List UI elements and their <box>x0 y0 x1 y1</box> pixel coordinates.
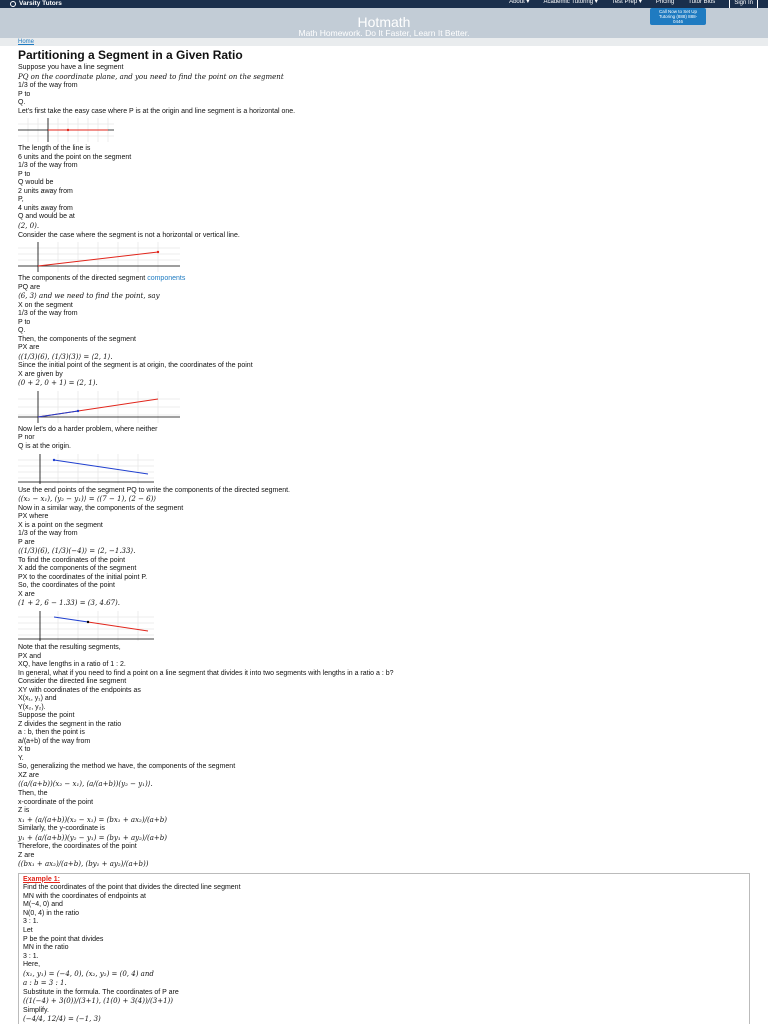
easy-case-text: Let's first take the easy case where P is at the origin and line segment is a horizontal one. <box>18 107 296 115</box>
nav-tutor-bios[interactable]: Tutor Bios <box>688 0 716 6</box>
example-1-heading: Example 1: <box>23 875 60 883</box>
similar-way-text: Now in a similar way, the components of the segment PX where X is a point on the segment 1/3 of the way from P are ⟨(1/3)(6), (1/3)(−4)⟩ = ⟨2, −1.33⟩. <box>18 504 184 556</box>
page-title: Partitioning a Segment in a Given Ratio <box>18 48 243 62</box>
logo-icon <box>10 1 16 7</box>
intro-text: Suppose you have a line segment PQ on the coordinate plane, and you need to find the point on the segment 1/3 of the way from P to Q. <box>18 64 284 107</box>
sign-in-button[interactable]: Sign In <box>729 0 758 9</box>
nav-test-prep[interactable]: Test Prep ▾ <box>611 0 642 6</box>
brand-name: Varsity Tutors <box>19 0 62 8</box>
z-coordinates-text: Therefore, the coordinates of the point Z are ((bx₁ + ax₂)/(a+b), (by₁ + ay₂)/(a+b)) <box>18 843 149 869</box>
graph-harder-problem <box>18 611 154 641</box>
brand-logo[interactable] <box>10 0 62 8</box>
main-content <box>0 46 768 1024</box>
length-text: The length of the line is 6 units and the point on the segment 1/3 of the way from P to Q would be 2 units away from P, 4 units away from Q and would be at (2, 0). <box>18 145 132 230</box>
ratio-note-text: Note that the resulting segments, PX and XQ, have lengths in a ratio of 1 : 2. <box>18 643 126 669</box>
example-1-box <box>18 873 750 1024</box>
hero-banner <box>0 8 768 38</box>
breadcrumb-home-link[interactable]: Home <box>18 39 35 45</box>
nav-about[interactable]: About ▾ <box>509 0 530 6</box>
x-coordinate-text: Then, the x-coordinate of the point Z is x₁ + (a/(a+b))(x₂ − x₁) = (bx₁ + ax₂)/(a+b) <box>18 790 167 824</box>
generalizing-text: So, generalizing the method we have, the components of the segment XZ are ⟨(a/(a+b))(x₂ − x₁), (a/(a+b))(y₂ − y₁)⟩. <box>18 763 236 789</box>
hero-subtitle: Math Homework. Do It Faster, Learn It Better. <box>298 28 470 38</box>
graph-general-segment <box>18 454 154 484</box>
harder-problem-text: Now let's do a harder problem, where neither P nor Q is at the origin. <box>18 425 158 450</box>
nav-pricing[interactable]: Pricing <box>655 0 675 6</box>
general-case-text: In general, what if you need to find a point on a line segment that divides it into two segments with lengths in a ratio a : b? <box>18 669 394 677</box>
hero-title: Hotmath <box>357 14 411 30</box>
components-link[interactable]: components <box>147 275 186 283</box>
call-now-button[interactable]: Call Now to Set Up Tutoring (888) 888-0446 <box>650 8 706 25</box>
find-coordinates-text: To find the coordinates of the point X add the components of the segment PX to the coordinates of the initial point P. <box>18 556 148 581</box>
breadcrumb <box>0 38 768 46</box>
px-components-text: Then, the components of the segment PX are ⟨(1/3)(6), (1/3)(3)⟩ = ⟨2, 1⟩. <box>18 335 136 361</box>
y-coordinate-text: Similarly, the y-coordinate is y₁ + (a/(a+b))(y₂ − y₁) = (by₁ + ay₂)/(a+b) <box>18 825 167 842</box>
suppose-z-text: Suppose the point Z divides the segment in the ratio a : b, then the point is a/(a+b) of the way from X to Y. <box>18 712 122 762</box>
nav-academic-tutoring[interactable]: Academic Tutoring ▾ <box>543 0 598 6</box>
graph-horizontal-segment <box>18 118 114 142</box>
initial-point-text: Since the initial point of the segment is at origin, the coordinates of the point X are given by (0 + 2, 0 + 1) = (2, 1). <box>18 362 253 388</box>
top-navbar <box>0 0 768 8</box>
graph-slanted-segment <box>18 242 180 272</box>
slanted-case-text: Consider the case where the segment is not a horizontal or vertical line. <box>18 231 240 239</box>
endpoints-text: Use the end points of the segment PQ to write the components of the directed segment. ⟨(x₂ − x₁), (y₂ − y₁)⟩ = ⟨(7 − 1), (2 − 6)⟩ <box>18 486 290 504</box>
example-1-text: Find the coordinates of the point that divides the directed line segment MN with the coordinates of endpoints at M(−4, 0) and N(0, 4) in the ratio 3 : 1. Let P be the point that divides MN in the ratio 3 : 1. Here, (x₁, y₁) = (−4, 0), (x₂, y₂) = (0, 4) and a : b = 3 : 1. Substitute in the formula. The coordinates of P are ((1(−4) + 3(0))/(3+1), (1(0) + 3(4))/(3+1)) Simplify. (−4/4, 12/4) = (−1, 3) <box>23 884 241 1024</box>
directed-segment-text: Consider the directed line segment XY with coordinates of the endpoints as X(x₁, y₁) and Y(x₂, y₂). <box>18 678 141 711</box>
graph-point-x <box>18 391 180 423</box>
coordinates-result-text: So, the coordinates of the point X are (1 + 2, 6 − 1.33) = (3, 4.67). <box>18 582 120 608</box>
components-text: The components of the directed segment components PQ are ⟨6, 3⟩ and we need to find the point, say X on the segment 1/3 of the way from P to Q. <box>18 275 186 335</box>
